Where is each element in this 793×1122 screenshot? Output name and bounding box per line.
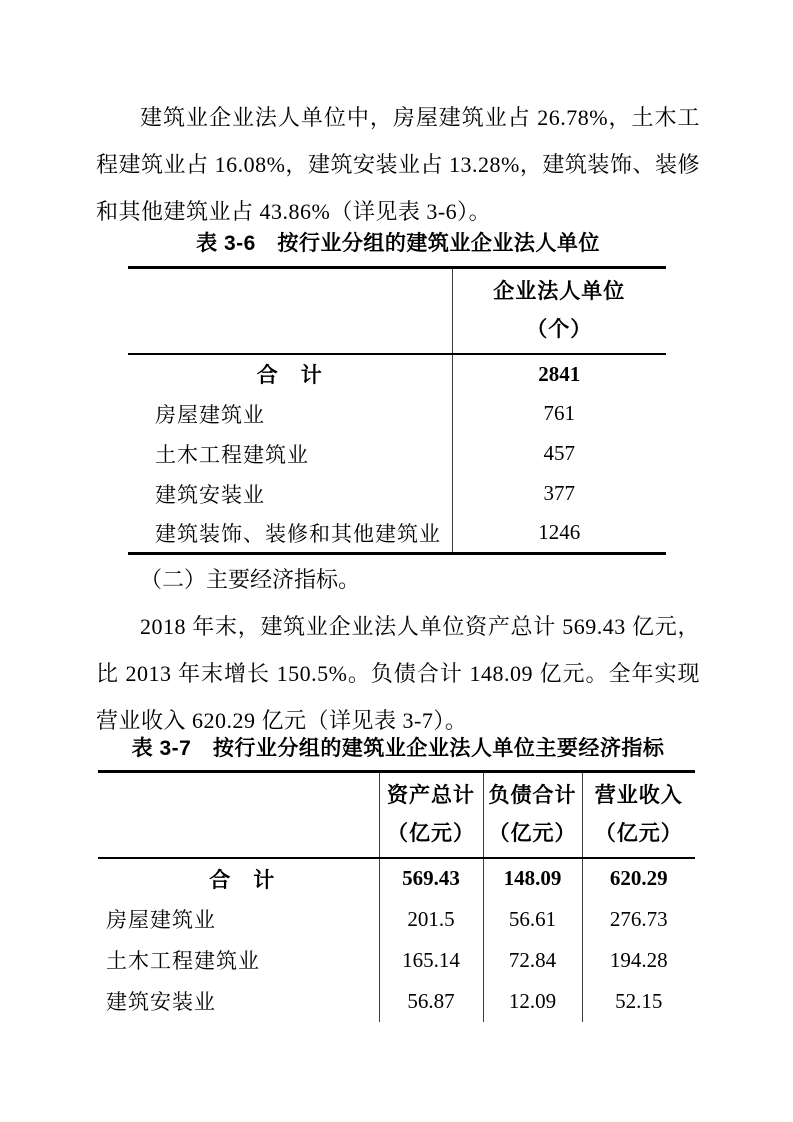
section-heading-economic-indicators: （二）主要经济指标。 (140, 567, 361, 592)
header-assets-line2: （亿元） (387, 821, 475, 845)
header-assets-line1: 资产总计 (387, 783, 475, 807)
header-units-line2: （个） (526, 317, 593, 341)
table-row (128, 514, 666, 554)
row-liabilities: 12.09 (483, 981, 582, 1022)
row-value: 2841 (452, 354, 666, 394)
table-3-6 (128, 266, 666, 555)
table-row (98, 940, 695, 981)
row-value: 377 (452, 474, 666, 514)
header-revenue-cell (582, 772, 695, 858)
table-3-6-title: 表 3-6 按行业分组的建筑业企业法人单位 (196, 232, 600, 255)
row-label: 房屋建筑业 (155, 402, 265, 427)
row-label: 房屋建筑业 (106, 908, 216, 932)
row-label: 建筑装饰、装修和其他建筑业 (155, 521, 441, 546)
header-empty-cell (128, 268, 452, 354)
header-liabilities-cell (483, 772, 582, 858)
header-units-cell (452, 268, 666, 354)
row-label: 建筑安装业 (155, 482, 265, 507)
table-row-total (128, 354, 666, 394)
row-assets: 165.14 (379, 940, 483, 981)
row-revenue: 620.29 (582, 858, 695, 899)
table-3-7-clip (98, 770, 700, 1022)
header-revenue-line2: （亿元） (594, 821, 683, 845)
table-row-total (98, 858, 695, 899)
row-revenue: 194.28 (582, 940, 695, 981)
paragraph-economic-indicators: 2018 年末，建筑业企业法人单位资产总计 569.43 亿元，比 2013 年末增长 150.5%。负债合计 148.09 亿元。全年实现营业收入 620.29 亿元（详见表 3-7）。 (96, 614, 700, 733)
row-label: 土木工程建筑业 (106, 949, 260, 973)
row-label: 合 计 (209, 867, 276, 892)
table-row (128, 434, 666, 474)
row-value: 761 (452, 394, 666, 434)
row-liabilities: 72.84 (483, 940, 582, 981)
table-3-7 (98, 770, 695, 1022)
row-revenue: 52.15 (582, 981, 695, 1022)
row-liabilities: 56.61 (483, 899, 582, 940)
table-row (98, 981, 695, 1022)
header-units-line1: 企业法人单位 (493, 279, 626, 303)
row-liabilities: 148.09 (483, 858, 582, 899)
header-assets-cell (379, 772, 483, 858)
row-assets: 56.87 (379, 981, 483, 1022)
header-revenue-line1: 营业收入 (594, 783, 683, 807)
row-label: 土木工程建筑业 (155, 442, 309, 467)
row-label: 建筑安装业 (106, 990, 216, 1014)
table-3-7-header-row (98, 772, 695, 858)
header-liabilities-line1: 负债合计 (488, 783, 577, 807)
paragraph-industry-shares: 建筑业企业法人单位中，房屋建筑业占 26.78%，土木工程建筑业占 16.08%，建筑安装业占 13.28%，建筑装饰、装修和其他建筑业占 43.86%（详见表 3-6）。 (96, 105, 700, 224)
table-row (128, 394, 666, 434)
table-3-7-title: 表 3-7 按行业分组的建筑业企业法人单位主要经济指标 (131, 737, 665, 760)
header-liabilities-line2: （亿元） (488, 821, 577, 845)
row-value: 1246 (452, 514, 666, 554)
table-row (98, 899, 695, 940)
row-label: 合 计 (256, 363, 323, 387)
table-row (128, 474, 666, 514)
row-assets: 201.5 (379, 899, 483, 940)
row-value: 457 (452, 434, 666, 474)
row-assets: 569.43 (379, 858, 483, 899)
header-empty-cell (98, 772, 379, 858)
table-3-6-header-row (128, 268, 666, 354)
row-revenue: 276.73 (582, 899, 695, 940)
